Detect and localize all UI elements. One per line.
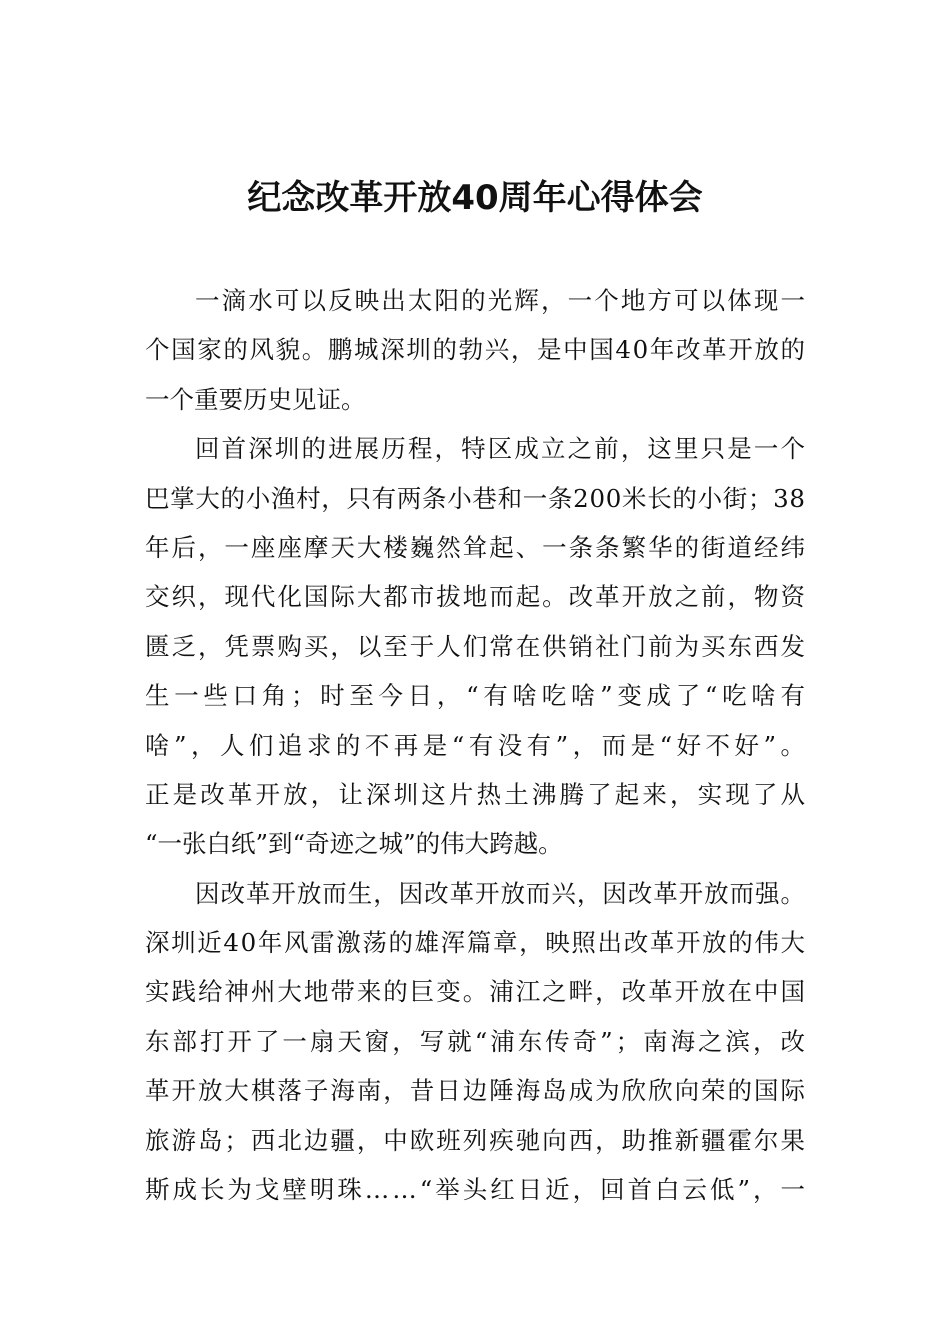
text-line: 正是改革开放，让深圳这片热土沸腾了起来，实现了从: [145, 779, 809, 809]
text-line: 回首深圳的进展历程，特区成立之前，这里只是一个: [195, 434, 808, 464]
text-line: “一张白纸”到“奇迹之城”的伟大跨越。: [145, 829, 563, 859]
document-title: 纪念改革开放40周年心得体会: [247, 178, 703, 218]
text-line: 一滴水可以反映出太阳的光辉，一个地方可以体现一: [195, 286, 808, 315]
text-line: 深圳近40年风雷激荡的雄浑篇章，映照出改革开放的伟大: [145, 928, 807, 958]
text-line: 因改革开放而生，因改革开放而兴，因改革开放而强。: [195, 878, 806, 908]
text-line: 个国家的风貌。鹏城深圳的勃兴，是中国40年改革开放的: [145, 335, 807, 365]
text-line: 年后，一座座摩天大楼巍然耸起、一条条繁华的街道经纬: [145, 532, 807, 562]
text-line: 巴掌大的小渔村，只有两条小巷和一条200米长的小街；38: [145, 483, 806, 513]
text-line: 实践给神州大地带来的巨变。浦江之畔，改革开放在中国: [145, 977, 807, 1007]
text-line: 旅游岛；西北边疆，中欧班列疾驰向西，助推新疆霍尔果: [145, 1125, 807, 1155]
text-line: 交织，现代化国际大都市拔地而起。改革开放之前，物资: [145, 582, 807, 612]
text-line: 革开放大棋落子海南，昔日边陲海岛成为欣欣向荣的国际: [145, 1076, 807, 1106]
text-line: 斯成长为戈壁明珠……“举头红日近，回首白云低”，一: [145, 1175, 808, 1205]
text-line: 啥”，人们追求的不再是“有没有”，而是“好不好”。: [145, 730, 810, 760]
text-line: 一个重要历史见证。: [145, 384, 366, 414]
text-line: 匮乏，凭票购买，以至于人们常在供销社门前为买东西发: [145, 631, 807, 661]
text-line: 生一些口角；时至今日，“有啥吃啥”变成了“吃啥有: [145, 681, 810, 711]
text-line: 东部打开了一扇天窗，写就“浦东传奇”；南海之滨，改: [145, 1026, 808, 1056]
document-body: [145, 276, 845, 1214]
